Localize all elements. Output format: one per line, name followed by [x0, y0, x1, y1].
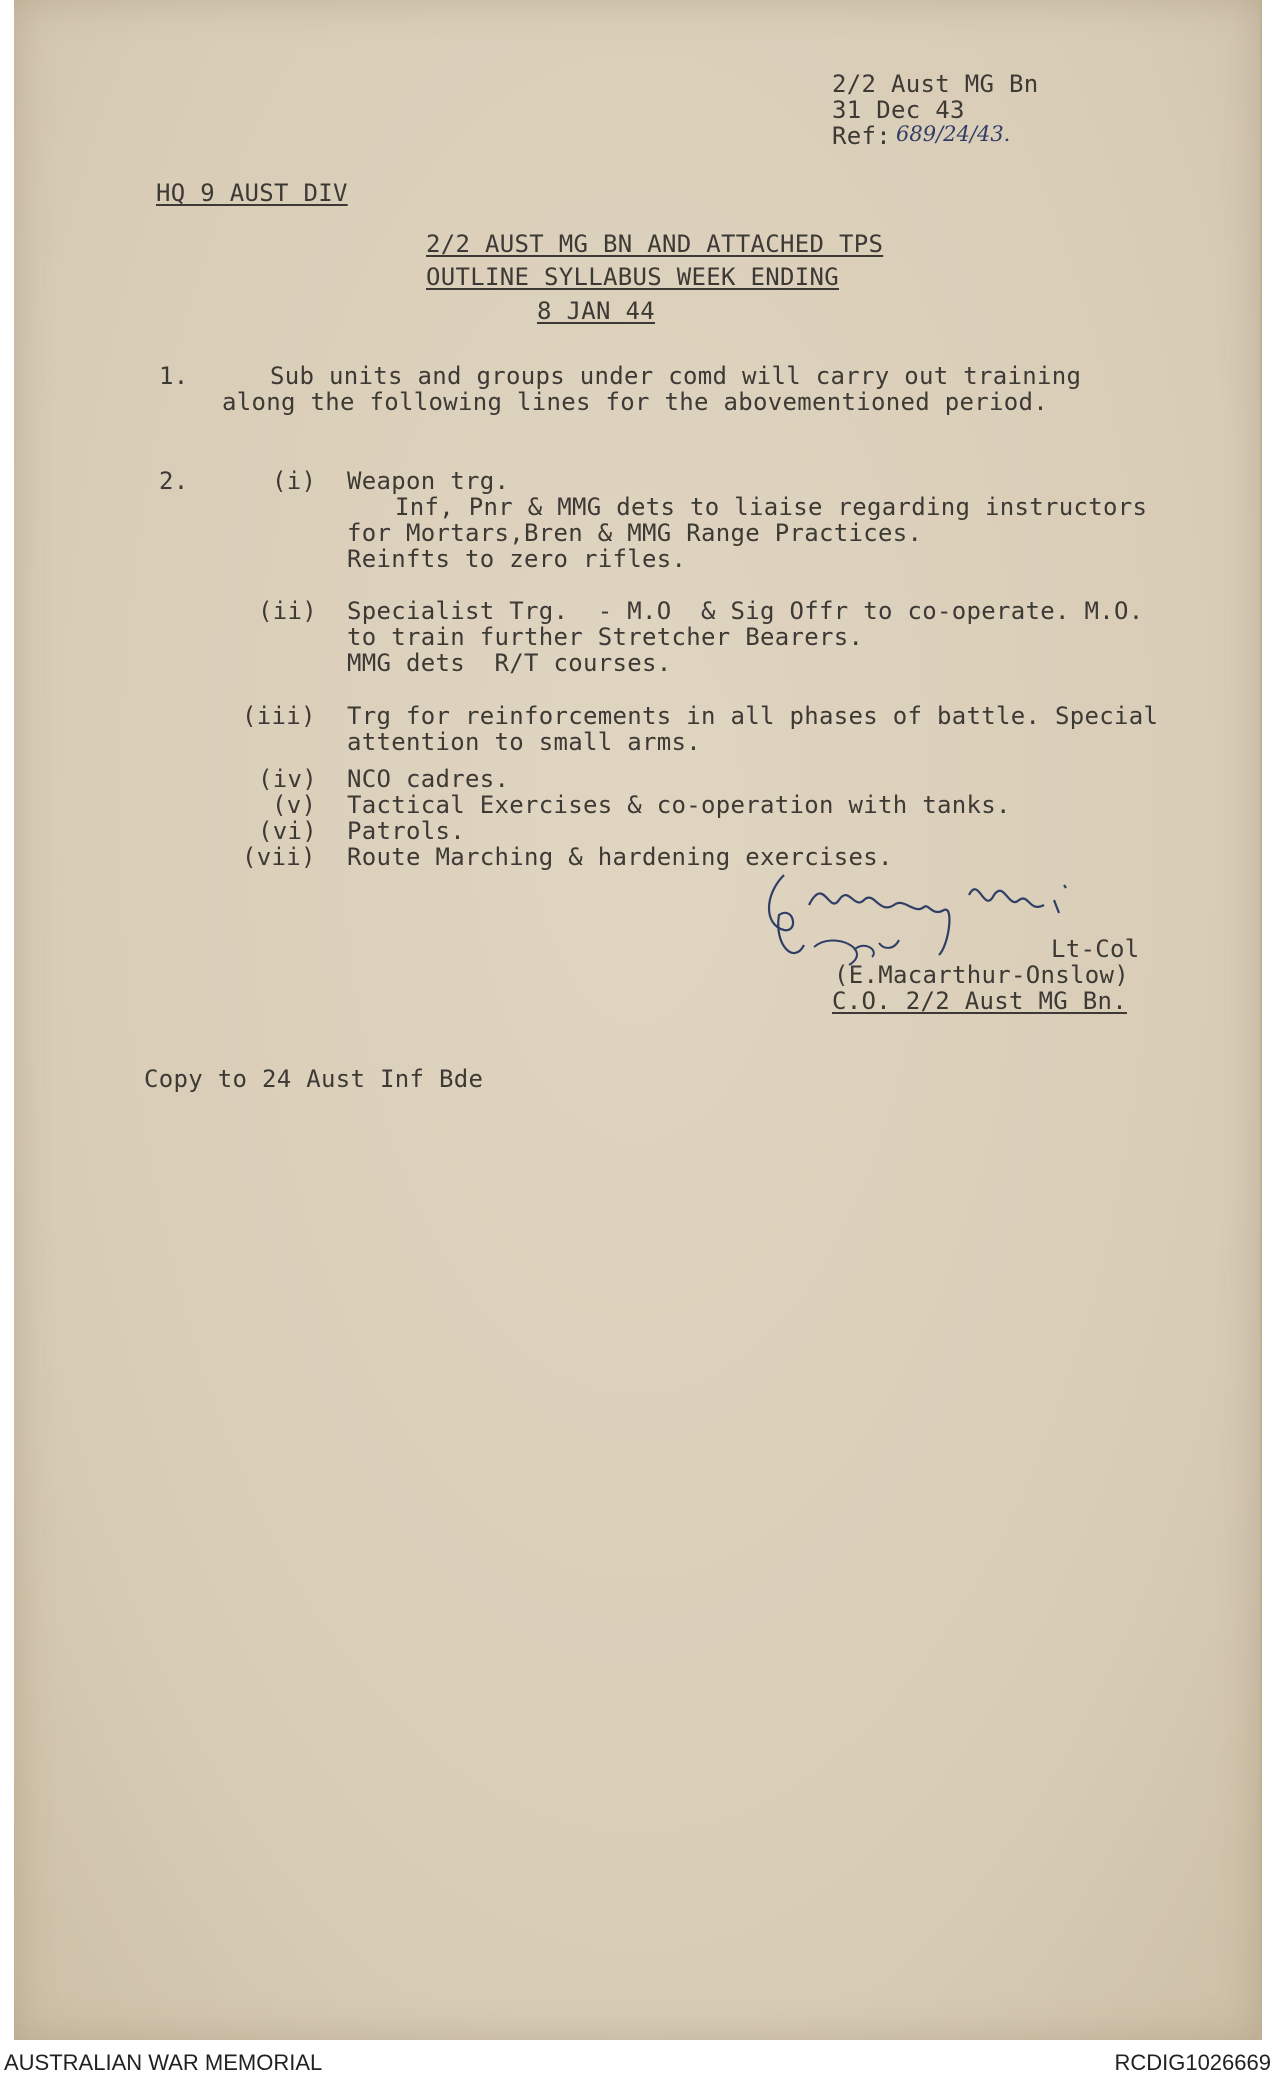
item-iii-number: (iii): [242, 702, 316, 730]
header-ref-number: 689/24/43.: [896, 122, 1011, 146]
item-i-line-4: Reinfts to zero rifles.: [347, 545, 687, 573]
addressee: HQ 9 AUST DIV: [156, 179, 348, 207]
copy-to: Copy to 24 Aust Inf Bde: [144, 1065, 484, 1093]
footer-archive-name: AUSTRALIAN WAR MEMORIAL: [4, 2050, 323, 2075]
para1-line-2: along the following lines for the abovementioned period.: [222, 388, 1048, 416]
para1-number: 1.: [159, 362, 189, 390]
header-ref-label: Ref:: [832, 122, 891, 150]
para1-line-1: Sub units and groups under comd will carry out training: [270, 362, 1082, 390]
item-ii-line-2: to train further Stretcher Bearers.: [347, 623, 864, 651]
item-ii-number: (ii): [258, 597, 317, 625]
footer-record-id: RCDIG1026669: [1114, 2050, 1271, 2075]
item-vi-number: (vi): [258, 817, 317, 845]
item-iv-number: (iv): [258, 765, 317, 793]
archive-footer: [0, 2040, 1279, 2082]
header-date: 31 Dec 43: [832, 96, 965, 124]
item-iii-line-2: attention to small arms.: [347, 728, 701, 756]
item-i-line-2: Inf, Pnr & MMG dets to liaise regarding instructors: [395, 493, 1148, 521]
signature-rank: Lt-Col: [1051, 935, 1140, 963]
header-unit: 2/2 Aust MG Bn: [832, 70, 1039, 98]
item-i-line-3: for Mortars,Bren & MMG Range Practices.: [347, 519, 923, 547]
item-ii-line-3: MMG dets R/T courses.: [347, 649, 672, 677]
para2-number: 2.: [159, 467, 189, 495]
document-page: [14, 0, 1262, 2040]
item-i-number: (i): [272, 467, 317, 495]
item-iv-line-1: NCO cadres.: [347, 765, 510, 793]
item-i-line-1: Weapon trg.: [347, 467, 510, 495]
item-iii-line-1: Trg for reinforcements in all phases of battle. Special: [347, 702, 1159, 730]
item-vii-line-1: Route Marching & hardening exercises.: [347, 843, 893, 871]
item-v-line-1: Tactical Exercises & co-operation with tanks.: [347, 791, 1011, 819]
title-line-3: 8 JAN 44: [537, 297, 655, 325]
item-v-number: (v): [272, 791, 317, 819]
title-line-1: 2/2 AUST MG BN AND ATTACHED TPS: [426, 230, 884, 258]
signature-name: (E.Macarthur-Onslow): [834, 961, 1129, 989]
item-vi-line-1: Patrols.: [347, 817, 465, 845]
signature-position: C.O. 2/2 Aust MG Bn.: [832, 987, 1127, 1015]
item-vii-number: (vii): [242, 843, 316, 871]
item-ii-line-1: Specialist Trg. - M.O & Sig Offr to co-operate. M.O.: [347, 597, 1144, 625]
title-line-2: OUTLINE SYLLABUS WEEK ENDING: [426, 263, 839, 291]
